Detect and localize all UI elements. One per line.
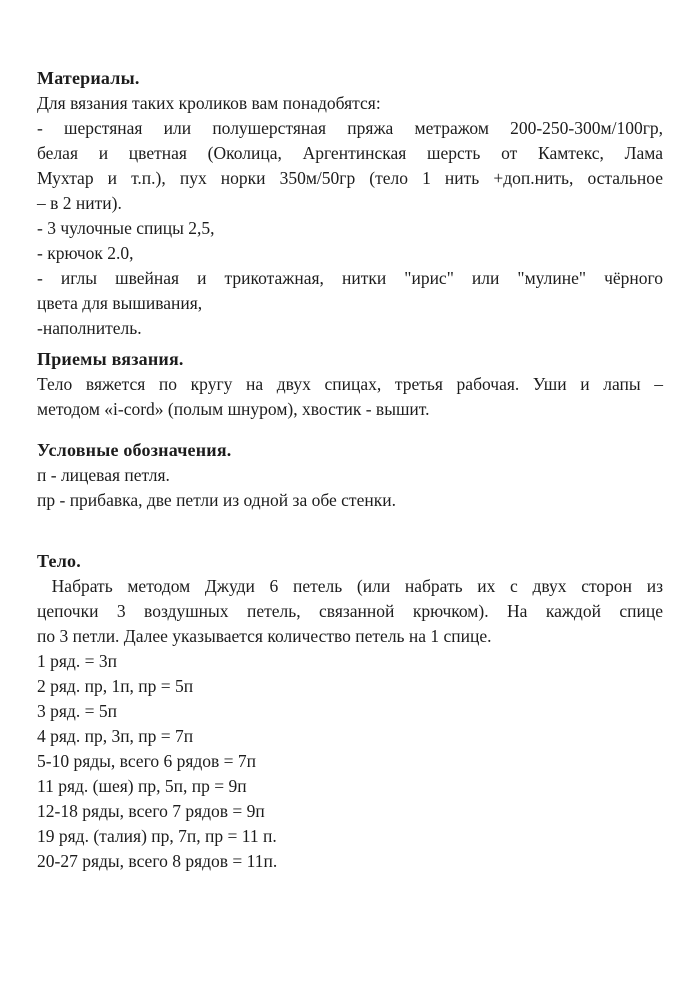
section-abbreviations [37,438,663,513]
text-line: Набрать методом Джуди 6 петель (или набрать их с двух сторон из [37,576,663,596]
text-line: -наполнитель. [37,318,142,338]
row-instruction: 2 ряд. пр, 1п, пр = 5п [37,676,194,696]
section-materials [37,66,663,341]
text-line: по 3 петли. Далее указывается количество петель на 1 спице. [37,626,492,646]
text-line: Мухтар и т.п.), пух норки 350м/50гр (тело 1 нить +доп.нить, остальное [37,168,663,188]
row-instruction: 1 ряд. = 3п [37,651,117,671]
row-instruction: 3 ряд. = 5п [37,701,117,721]
row-instruction: 11 ряд. (шея) пр, 5п, пр = 9п [37,776,247,796]
text-line: цвета для вышивания, [37,293,203,313]
section-heading-materials: Материалы. [37,68,140,88]
text-line: Для вязания таких кроликов вам понадобятся: [37,93,381,113]
text-line: пр - прибавка, две петли из одной за обе стенки. [37,490,396,510]
text-line: - иглы швейная и трикотажная, нитки "ирис" или "мулине" чёрного [37,268,663,288]
text-line: - крючок 2.0, [37,243,134,263]
text-line: - 3 чулочные спицы 2,5, [37,218,215,238]
section-heading-abbreviations: Условные обозначения. [37,440,232,460]
text-line: методом «i-cord» (полым шнуром), хвостик - вышит. [37,399,430,419]
section-heading-body: Тело. [37,551,81,571]
row-instruction: 4 ряд. пр, 3п, пр = 7п [37,726,194,746]
text-line: белая и цветная (Околица, Аргентинская шерсть от Камтекс, Лама [37,143,663,163]
text-line: Тело вяжется по кругу на двух спицах, третья рабочая. Уши и лапы – [37,374,663,394]
row-instruction: 12-18 ряды, всего 7 рядов = 9п [37,801,265,821]
section-techniques [37,347,663,422]
row-instruction: 5-10 ряды, всего 6 рядов = 7п [37,751,257,771]
section-body-instructions [37,549,663,874]
row-instruction: 19 ряд. (талия) пр, 7п, пр = 11 п. [37,826,277,846]
row-instruction: 20-27 ряды, всего 8 рядов = 11п. [37,851,278,871]
text-line: цепочки 3 воздушных петель, связанной крючком). На каждой спице [37,601,663,621]
text-line: п - лицевая петля. [37,465,170,485]
section-heading-techniques: Приемы вязания. [37,349,184,369]
text-line: - шерстяная или полушерстяная пряжа метражом 200-250-300м/100гр, [37,118,663,138]
text-line: – в 2 нити). [37,193,122,213]
